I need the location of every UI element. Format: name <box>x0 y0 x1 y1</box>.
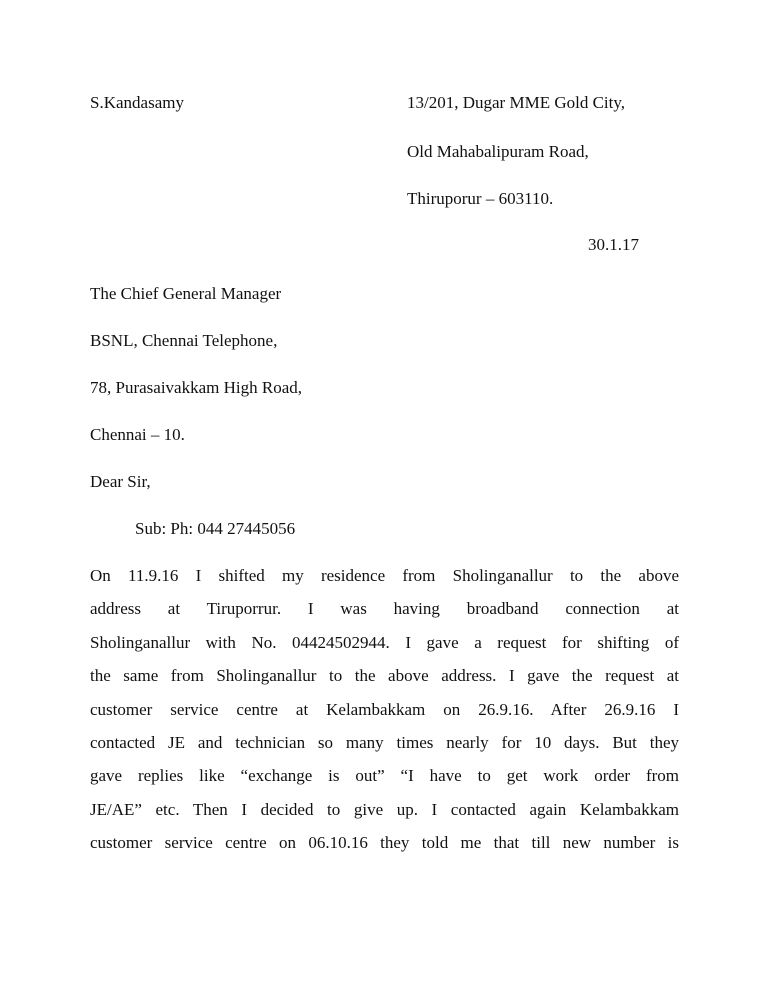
sender-address-line-1: 13/201, Dugar MME Gold City, <box>407 93 626 112</box>
recipient-line-1: The Chief General Manager <box>90 284 282 303</box>
sender-address-line-2: Old Mahabalipuram Road, <box>407 142 589 161</box>
subject-line: Sub: Ph: 044 27445056 <box>135 519 296 538</box>
body-line-5: customer service centre at Kelambakkam on 26.9.16. After 26.9.16 I <box>90 699 679 719</box>
body-paragraph <box>90 566 679 867</box>
letter-date: 30.1.17 <box>588 235 639 254</box>
body-line-1: On 11.9.16 I shifted my residence from Sholinganallur to the above <box>90 566 679 585</box>
recipient-line-2: BSNL, Chennai Telephone, <box>90 331 278 350</box>
body-line-6: contacted JE and technician so many times nearly for 10 days. But they <box>90 732 679 752</box>
recipient-line-4: Chennai – 10. <box>90 425 185 444</box>
body-line-7: gave replies like “exchange is out” “I have to get work order from <box>90 766 679 786</box>
sender-address-line-3: Thiruporur – 603110. <box>407 189 554 208</box>
body-line-4: the same from Sholinganallur to the above address. I gave the request at <box>90 666 679 686</box>
recipient-line-3: 78, Purasaivakkam High Road, <box>90 378 302 397</box>
body-line-2: address at Tiruporrur. I was having broadband connection at <box>90 599 679 619</box>
salutation: Dear Sir, <box>90 472 151 491</box>
body-line-9: customer service centre on 06.10.16 they told me that till new number is <box>90 833 679 853</box>
sender-name: S.Kandasamy <box>90 93 184 112</box>
body-line-8: JE/AE” etc. Then I decided to give up. I contacted again Kelambakkam <box>90 799 679 819</box>
body-line-3: Sholinganallur with No. 04424502944. I gave a request for shifting of <box>90 632 679 652</box>
